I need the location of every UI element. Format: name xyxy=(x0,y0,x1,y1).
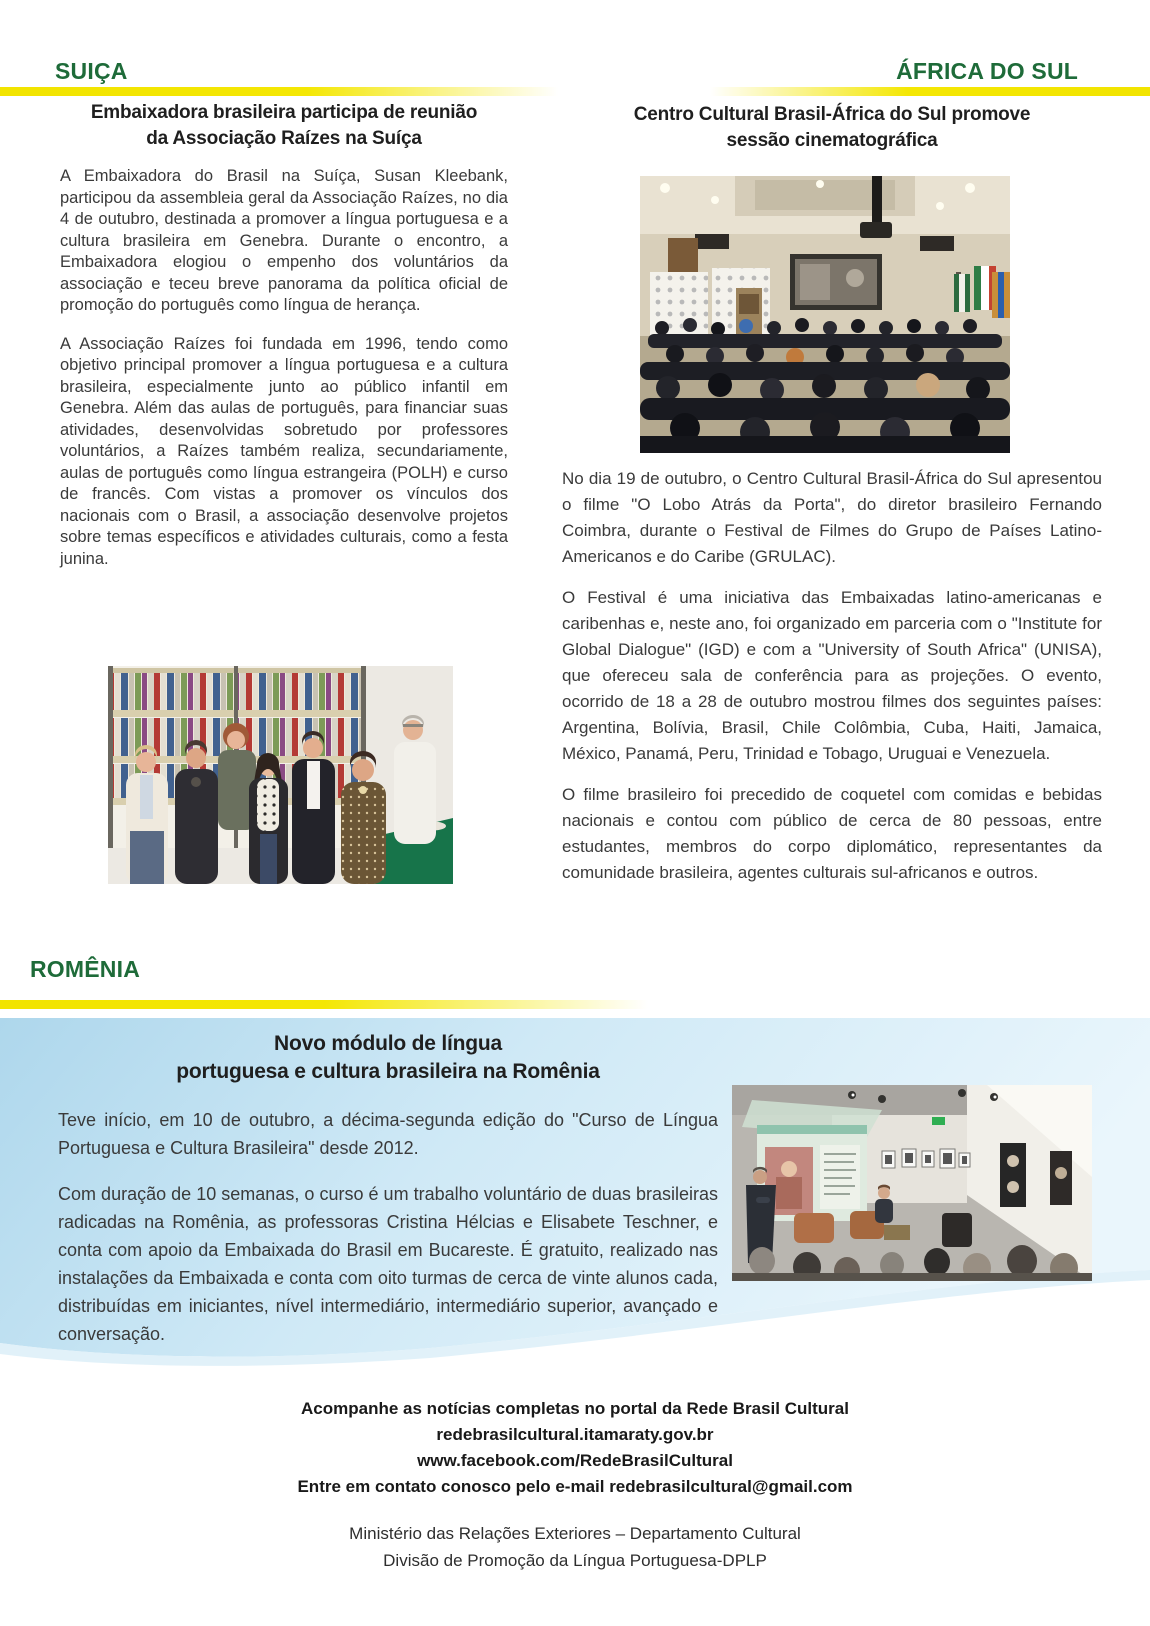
article-africa-paragraph-3: O filme brasileiro foi precedido de coquetel com comidas e bebidas nacionais e contou com público de cerca de 80 pessoas, entre estudantes, membros do corpo diplomático, representantes da comunidade brasileira, agentes culturais sul-africanos e outros. xyxy=(562,785,1102,882)
footer-portal-url[interactable]: redebrasilcultural.itamaraty.gov.br xyxy=(436,1425,714,1444)
article-africa-paragraph-2: O Festival é uma iniciativa das Embaixadas latino-americanas e caribenhas e, neste ano, foi organizado em parceria com o "Institute for Global Dialogue" (IGD) e com a "University of South Africa" (UNISA), que ofereceu sala de conferência para as projeções. O evento, ocorrido de 18 a 28 de outubro mostrou filmes dos seguintes países: Argentina, Bolívia, Brasil, Chile Colômbia, Cuba, Haiti, Jamaica, México, Panamá, Peru, Trinidad e Tobago, Uruguai e Venezuela. xyxy=(562,588,1102,763)
footer-contact-block xyxy=(0,1396,1150,1500)
yellow-rule-africa xyxy=(710,87,1150,96)
article-africa-paragraph-1: No dia 19 de outubro, o Centro Cultural Brasil-África do Sul apresentou o filme "O Lobo Atrás da Porta", do diretor brasileiro Fernando Coimbra, durante o Festival de Filmes do Grupo de Países Latino-Americanos e do Caribe (GRULAC). xyxy=(562,469,1102,566)
footer-ministry-line: Ministério das Relações Exteriores – Departamento Cultural xyxy=(349,1524,801,1543)
article-suica xyxy=(60,100,508,587)
footer-portal-text: Acompanhe as notícias completas no portal da Rede Brasil Cultural xyxy=(301,1399,849,1418)
section-label-africa-do-sul: ÁFRICA DO SUL xyxy=(896,58,1078,84)
yellow-rule-suica xyxy=(0,87,558,96)
africa-film-session-photo xyxy=(640,176,1010,453)
article-africa-body xyxy=(562,466,1102,901)
article-suica-paragraph-2: A Associação Raízes foi fundada em 1996, tendo como objetivo principal promover a língua portuguesa e a cultura brasileira, especialmente junto ao público infantil em Genebra. Além das aulas de português, para financiar suas atividades, desenvolvidas sobretudo por professores voluntários, a Raízes também realiza, secundariamente, aulas de português como língua estrangeira (POLH) e curso de francês. Com vistas a promover os vínculos dos nacionais com o Brasil, a associação desenvolve projetos sobre temas específicos e atividades culturais, como a festa junina. xyxy=(60,334,508,568)
footer-ministry-block xyxy=(0,1520,1150,1574)
article-romenia-paragraph-1: Teve início, em 10 de outubro, a décima-segunda edição do "Curso de Língua Portuguesa e Cultura Brasileira" desde 2012. xyxy=(58,1110,718,1158)
article-suica-title xyxy=(60,100,508,152)
article-romenia xyxy=(58,1030,718,1366)
article-suica-title-line2: da Associação Raízes na Suíça xyxy=(146,128,422,149)
footer-division-line: Divisão de Promoção da Língua Portuguesa-DPLP xyxy=(383,1551,767,1570)
projector xyxy=(860,222,892,238)
screen xyxy=(790,254,882,310)
article-suica-title-line1: Embaixadora brasileira participa de reunião xyxy=(90,102,478,123)
article-romenia-title-line1: Novo módulo de língua xyxy=(274,1032,502,1055)
section-label-suica: SUIÇA xyxy=(55,58,128,84)
romenia-course-photo xyxy=(732,1085,1092,1281)
article-romenia-paragraph-2: Com duração de 10 semanas, o curso é um trabalho voluntário de duas brasileiras radicadas na Romênia, as professoras Cristina Hélcias e Elisabete Teschner, e conta com apoio da Embaixada do Brasil em Bucareste. É gratuito, realizado nas instalações da Embaixada e conta com oito turmas de cerca de vinte alunos cada, distribuídas em iniciantes, nível intermediário, intermediário superior, avançado e conversação. xyxy=(58,1184,718,1344)
yellow-rule-romenia xyxy=(0,1000,648,1009)
footer-email-line[interactable]: Entre em contato conosco pelo e-mail redebrasilcultural@gmail.com xyxy=(297,1477,853,1496)
footer-facebook-url[interactable]: www.facebook.com/RedeBrasilCultural xyxy=(417,1451,733,1470)
article-romenia-title-line2: portuguesa e cultura brasileira na Romênia xyxy=(176,1060,600,1083)
article-romenia-title xyxy=(58,1030,718,1086)
article-suica-paragraph-1: A Embaixadora do Brasil na Suíça, Susan Kleebank, participou da assembleia geral da Associação Raízes, no dia 4 de outubro, destinada a promover a língua portuguesa e a cultura brasileira em Genebra. Durante o encontro, a Embaixadora elogiou o empenho dos voluntários da associação e teceu breve panorama da política oficial de promoção do português como língua de herança. xyxy=(60,167,508,314)
section-label-romenia: ROMÊNIA xyxy=(30,956,141,982)
article-africa-title-line1: Centro Cultural Brasil-África do Sul promove xyxy=(633,104,1031,125)
article-africa-title-line2: sessão cinematográfica xyxy=(726,130,938,151)
article-africa-title xyxy=(562,102,1102,154)
exit-sign xyxy=(932,1117,945,1125)
suica-group-photo xyxy=(108,666,453,884)
